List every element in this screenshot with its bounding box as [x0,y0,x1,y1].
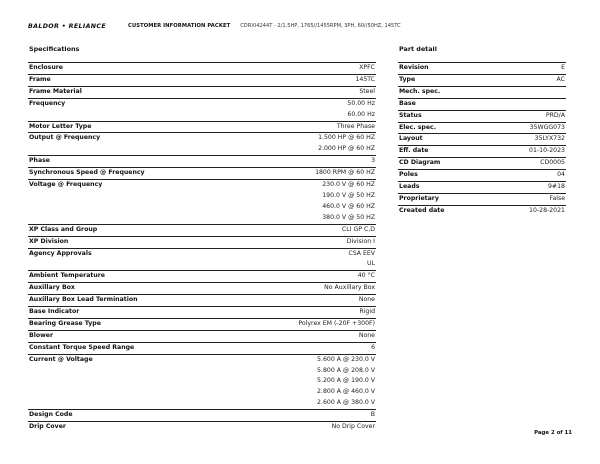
spec-label: Frame [28,74,228,86]
part-detail-row [398,86,566,98]
spec-label: Frequency [28,98,228,109]
part-detail-table [398,62,566,217]
spec-row [28,283,376,295]
spec-label [28,398,228,409]
spec-label: Auxillary Box [28,283,228,295]
spec-value: 60.00 Hz [347,110,375,118]
packet-title: CUSTOMER INFORMATION PACKET [128,23,231,29]
spec-row [28,74,376,86]
part-detail-value: CD0005 [488,158,566,170]
part-detail-row [398,98,566,110]
part-detail-value: 01-10-2023 [488,146,566,158]
part-detail-label: Layout [398,134,488,146]
spec-row [28,191,376,202]
spec-label: Synchronous Speed @ Frequency [28,168,228,180]
spec-value: 5.600 A @ 230.0 V [228,354,376,365]
part-detail-label: CD Diagram [398,158,488,170]
spec-row [28,410,376,422]
spec-label: Constant Torque Speed Range [28,342,228,354]
part-detail-value: False [488,193,566,205]
part-detail-label: Created date [398,205,488,216]
spec-row [28,110,376,121]
spec-row [28,213,376,224]
spec-row [28,318,376,330]
spec-value: None [228,295,376,307]
spec-value: Steel [228,86,376,98]
spec-label: Bearing Grease Type [28,318,228,330]
part-detail-label: Eff. date [398,146,488,158]
spec-value: No Auxillary Box [228,283,376,295]
spec-row [28,387,376,398]
spec-label [28,191,228,202]
part-detail-label: Type [398,74,488,86]
catalog-number: CDRXI4244T - 2/1.5HP, 1765//1455RPM, 3PH, 60//50HZ, 145TC [240,23,401,29]
part-detail-row [398,110,566,122]
part-detail-value: AC [488,74,566,86]
spec-row [28,376,376,387]
spec-value: 460.0 V @ 60 HZ [322,202,375,210]
spec-row [28,271,376,283]
spec-row [28,354,376,365]
spec-value: 2.800 A @ 460.0 V [317,388,375,396]
spec-row [28,366,376,377]
part-detail-label: Poles [398,170,488,182]
part-detail-title: Part detail [399,45,437,53]
part-detail-label: Mech. spec. [398,86,488,98]
spec-row [28,63,376,75]
part-detail-row [398,74,566,86]
spec-row [28,236,376,248]
spec-value: No Drip Cover [228,422,376,433]
spec-value: 5.200 A @ 190.0 V [317,377,375,385]
part-detail-label: Status [398,110,488,122]
part-detail-value [488,86,566,98]
spec-label [28,259,228,270]
spec-label: Ambient Temperature [28,271,228,283]
part-detail-label: Base [398,98,488,110]
brand-logo: BALDOR • RELIANCE [28,22,107,30]
spec-value: 2.000 HP @ 60 HZ [318,145,375,153]
part-detail-value: 35LYX732 [488,134,566,146]
spec-value: CLI GP C,D [228,224,376,236]
specifications-table [28,62,376,433]
spec-label: Frame Material [28,86,228,98]
spec-label: Phase [28,156,228,168]
spec-row [28,248,376,259]
spec-value: 1.500 HP @ 60 HZ [228,133,376,144]
spec-value: 3 [228,156,376,168]
spec-value: 6 [228,342,376,354]
part-detail-row [398,146,566,158]
spec-value: Rigid [228,307,376,319]
part-detail-row [398,158,566,170]
spec-label [28,387,228,398]
spec-value: XPFC [228,63,376,75]
part-detail-value [488,98,566,110]
spec-value: 40 °C [228,271,376,283]
part-detail-value: 9#18 [488,182,566,194]
spec-value: 230.0 V @ 60 HZ [228,180,376,191]
page-number: Page 2 of 11 [534,430,572,436]
spec-value: 50.00 Hz [228,98,376,109]
spec-value: 2.600 A @ 380.0 V [317,399,375,407]
spec-row [28,295,376,307]
spec-row [28,133,376,144]
spec-value: 145TC [228,74,376,86]
spec-row [28,398,376,409]
part-detail-value: PRD/A [488,110,566,122]
spec-value: Three Phase [228,121,376,133]
spec-value: Polyrex EM (-20F +300F) [228,318,376,330]
spec-label [28,213,228,224]
spec-value: 1800 RPM @ 60 HZ [228,168,376,180]
spec-row [28,330,376,342]
spec-row [28,180,376,191]
spec-label: Output @ Frequency [28,133,228,144]
spec-value: 190.0 V @ 50 HZ [322,191,375,199]
spec-label [28,376,228,387]
spec-label: Enclosure [28,63,228,75]
spec-label: Current @ Voltage [28,354,228,365]
part-detail-row [398,63,566,75]
spec-value: 380.0 V @ 50 HZ [322,213,375,221]
spec-row [28,144,376,155]
spec-label: Motor Letter Type [28,121,228,133]
spec-label: Voltage @ Frequency [28,180,228,191]
part-detail-row [398,182,566,194]
part-detail-row [398,134,566,146]
part-detail-value: 10-28-2021 [488,205,566,216]
spec-label [28,366,228,377]
spec-label: Agency Approvals [28,248,228,259]
part-detail-label: Leads [398,182,488,194]
part-detail-row [398,193,566,205]
spec-row [28,307,376,319]
spec-label: Base Indicator [28,307,228,319]
spec-value: CSA EEV [228,248,376,259]
spec-row [28,168,376,180]
spec-label: XP Division [28,236,228,248]
spec-value: None [228,330,376,342]
spec-label: Design Code [28,410,228,422]
spec-label [28,110,228,121]
spec-row [28,259,376,270]
part-detail-value: 04 [488,170,566,182]
spec-label: XP Class and Group [28,224,228,236]
spec-row [28,86,376,98]
spec-label: Drip Cover [28,422,228,433]
spec-value: B [228,410,376,422]
document-header [28,20,401,32]
spec-value: Division I [228,236,376,248]
spec-row [28,121,376,133]
spec-row [28,202,376,213]
spec-row [28,422,376,433]
spec-label: Blower [28,330,228,342]
specifications-title: Specifications [29,45,80,53]
part-detail-value: 35WGG073 [488,122,566,134]
part-detail-value: E [488,63,566,75]
spec-label [28,144,228,155]
spec-row [28,342,376,354]
spec-row [28,224,376,236]
part-detail-row [398,205,566,216]
part-detail-row [398,170,566,182]
spec-row [28,156,376,168]
part-detail-label: Proprietary [398,193,488,205]
part-detail-row [398,122,566,134]
spec-row [28,98,376,109]
spec-label: Auxillary Box Lead Termination [28,295,228,307]
part-detail-label: Revision [398,63,488,75]
spec-value: 5.800 A @ 208.0 V [317,366,375,374]
part-detail-label: Elec. spec. [398,122,488,134]
spec-value: UL [367,260,375,268]
spec-label [28,202,228,213]
